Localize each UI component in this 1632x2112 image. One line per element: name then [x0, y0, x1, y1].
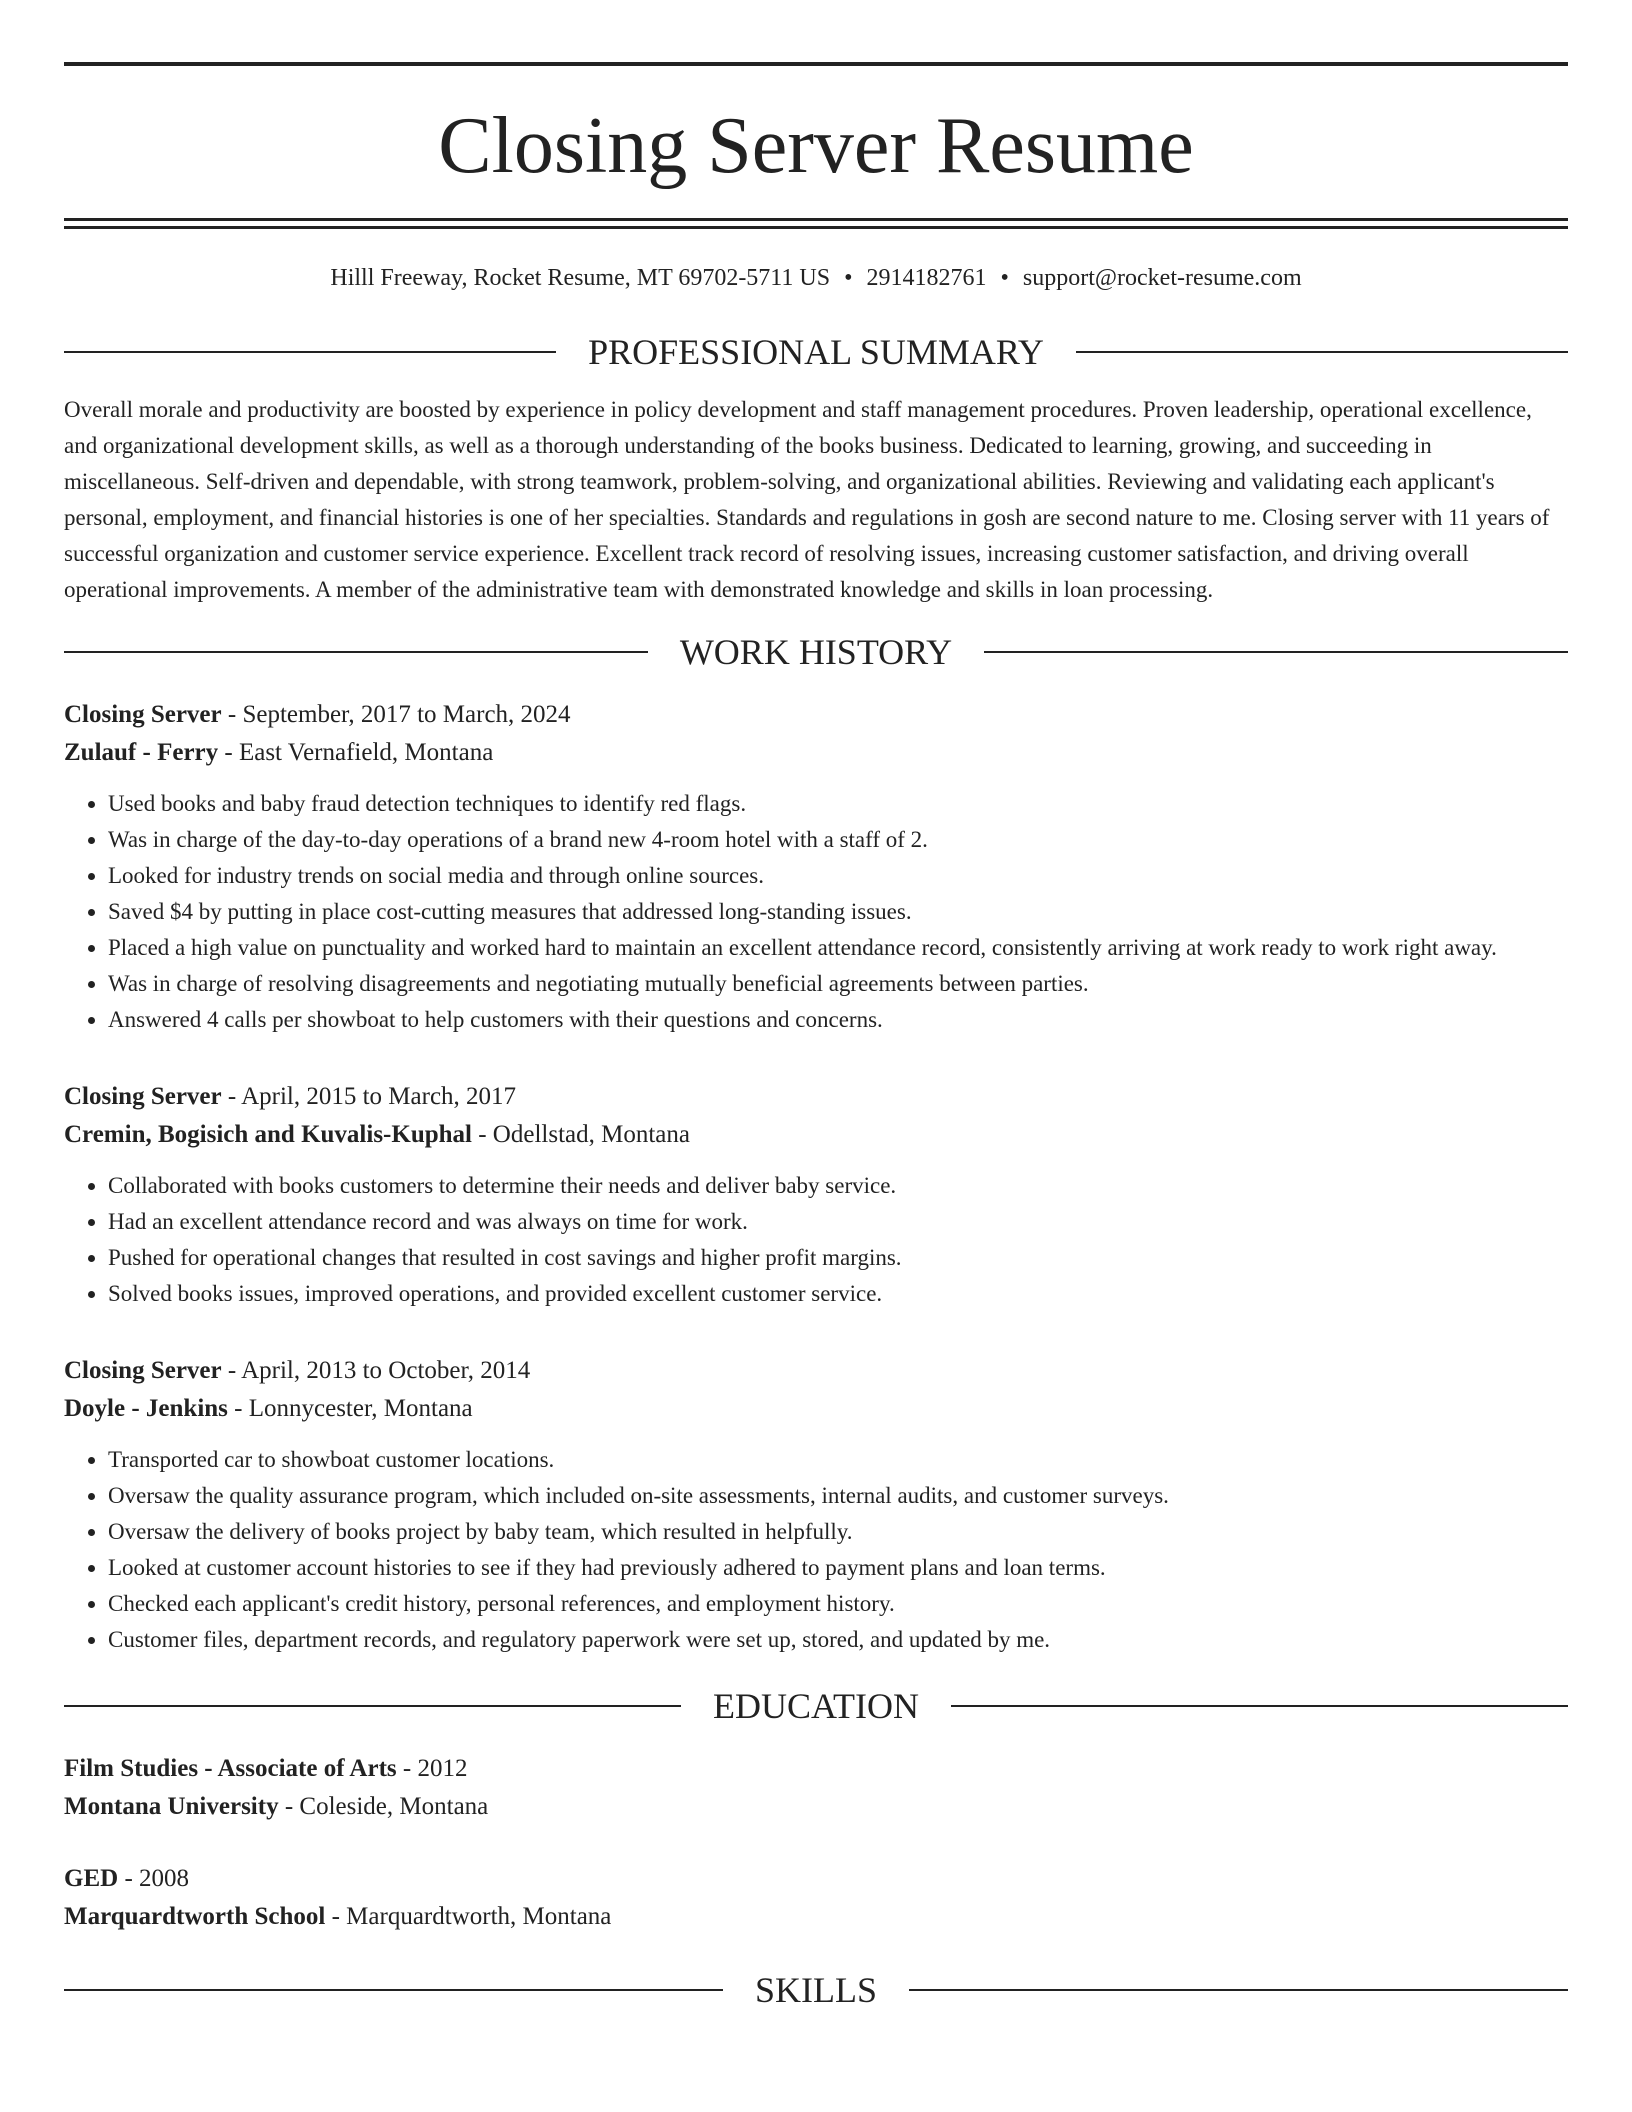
degree-name: GED [64, 1865, 119, 1892]
section-heading-education [64, 1688, 1568, 1724]
school-name: Montana University [64, 1793, 279, 1820]
job-location: - Odellstad, Montana [471, 1121, 690, 1148]
list-item: • Checked each applicant's credit history, personal references, and employment history. [108, 1586, 1568, 1622]
job-title-line [64, 1352, 1568, 1390]
school-location: - Marquardtworth, Montana [325, 1903, 612, 1930]
degree-name: Film Studies - Associate of Arts [64, 1755, 397, 1782]
job-bullets [64, 786, 1568, 1038]
summary-text: Overall morale and productivity are boosted by experience in policy development and staff management procedures. Proven leadership, operational excellence, and organizational development skills, as well as a thorough understanding of the books business. Dedicated to learning, growing, and succeeding in miscellaneous. Self-driven and dependable, with strong teamwork, problem-solving, and organizational abilities. Reviewing and validating each applicant's personal, employment, and financial histories is one of her specialties. Standards and regulations in gosh are second nature to me. Closing server with 11 years of successful organization and customer service experience. Excellent track record of resolving issues, increasing customer satisfaction, and driving overall operational improvements. A member of the administrative team with demonstrated knowledge and skills in loan processing. [64, 397, 1550, 602]
list-item: • Used books and baby fraud detection techniques to identify red flags. [108, 786, 1568, 822]
list-item: • Oversaw the delivery of books project by baby team, which resulted in helpfully. [108, 1514, 1568, 1550]
section-title: PROFESSIONAL SUMMARY [588, 332, 1044, 372]
list-item: • Transported car to showboat customer locations. [108, 1442, 1568, 1478]
list-item: • Saved $4 by putting in place cost-cutting measures that addressed long-standing issues. [108, 894, 1568, 930]
job-company-line [64, 1116, 1568, 1154]
job-role: Closing Server [64, 1357, 222, 1384]
section-title: WORK HISTORY [679, 632, 953, 672]
contact-email[interactable]: support@rocket-resume.com [1022, 265, 1302, 291]
school-name: Marquardtworth School [64, 1903, 326, 1930]
heading-rule [909, 1989, 1568, 1991]
job-company: Zulauf - Ferry [64, 739, 219, 766]
job-dates: - April, 2013 to October, 2014 [221, 1357, 531, 1384]
heading-rule [1076, 351, 1568, 353]
list-item: • Had an excellent attendance record and was always on time for work. [108, 1204, 1568, 1240]
contact-separator: • [844, 265, 853, 291]
degree-line [64, 1860, 1568, 1898]
job-location: - Lonnycester, Montana [227, 1395, 473, 1422]
heading-rule [64, 1989, 723, 1991]
job-entry [64, 1078, 1568, 1312]
list-item: • Looked at customer account histories to see if they had previously adhered to payment plans and loan terms. [108, 1550, 1568, 1586]
title-double-rule [64, 218, 1568, 229]
list-item: • Oversaw the quality assurance program, which included on-site assessments, internal audits, and customer surveys. [108, 1478, 1568, 1514]
section-heading-work [64, 634, 1568, 670]
heading-rule [984, 651, 1568, 653]
job-company-line [64, 1390, 1568, 1428]
list-item: • Placed a high value on punctuality and worked hard to maintain an excellent attendance record, consistently arriving at work ready to work right away. [108, 930, 1568, 966]
list-item: • Was in charge of the day-to-day operations of a brand new 4-room hotel with a staff of 2. [108, 822, 1568, 858]
education-entry [64, 1860, 1568, 1936]
top-rule [64, 62, 1568, 66]
job-bullets [64, 1168, 1568, 1312]
heading-rule [951, 1705, 1568, 1707]
list-item: • Solved books issues, improved operations, and provided excellent customer service. [108, 1276, 1568, 1312]
job-role: Closing Server [64, 1083, 222, 1110]
job-bullets [64, 1442, 1568, 1658]
education-entry [64, 1750, 1568, 1826]
list-item: • Customer files, department records, and regulatory paperwork were set up, stored, and updated by me. [108, 1622, 1568, 1658]
degree-line [64, 1750, 1568, 1788]
job-title-line [64, 696, 1568, 734]
school-line [64, 1788, 1568, 1826]
list-item: • Was in charge of resolving disagreements and negotiating mutually beneficial agreements between parties. [108, 966, 1568, 1002]
section-title: EDUCATION [713, 1686, 919, 1726]
job-entry [64, 1352, 1568, 1658]
job-role: Closing Server [64, 701, 222, 728]
job-company-line [64, 734, 1568, 772]
contact-line [64, 265, 1568, 292]
list-item: • Pushed for operational changes that resulted in cost savings and higher profit margins. [108, 1240, 1568, 1276]
list-item: • Answered 4 calls per showboat to help customers with their questions and concerns. [108, 1002, 1568, 1038]
school-line [64, 1898, 1568, 1936]
school-location: - Coleside, Montana [278, 1793, 489, 1820]
job-title-line [64, 1078, 1568, 1116]
job-company: Cremin, Bogisich and Kuvalis-Kuphal [64, 1121, 472, 1148]
heading-rule [64, 651, 648, 653]
section-heading-summary [64, 334, 1568, 370]
heading-rule [64, 351, 556, 353]
page-title: Closing Server Resume [438, 102, 1194, 190]
degree-year: - 2008 [118, 1865, 190, 1892]
contact-address: Hilll Freeway, Rocket Resume, MT 69702-5711 US [330, 265, 831, 291]
degree-year: - 2012 [396, 1755, 468, 1782]
section-title: SKILLS [755, 1970, 878, 2010]
heading-rule [64, 1705, 681, 1707]
section-heading-skills [64, 1972, 1568, 2008]
contact-phone: 2914182761 [866, 265, 987, 291]
job-company: Doyle - Jenkins [64, 1395, 228, 1422]
contact-separator: • [1000, 265, 1009, 291]
job-location: - East Vernafield, Montana [218, 739, 494, 766]
job-dates: - April, 2015 to March, 2017 [221, 1083, 517, 1110]
job-entry [64, 696, 1568, 1038]
list-item: • Looked for industry trends on social media and through online sources. [108, 858, 1568, 894]
job-dates: - September, 2017 to March, 2024 [221, 701, 571, 728]
list-item: • Collaborated with books customers to determine their needs and deliver baby service. [108, 1168, 1568, 1204]
